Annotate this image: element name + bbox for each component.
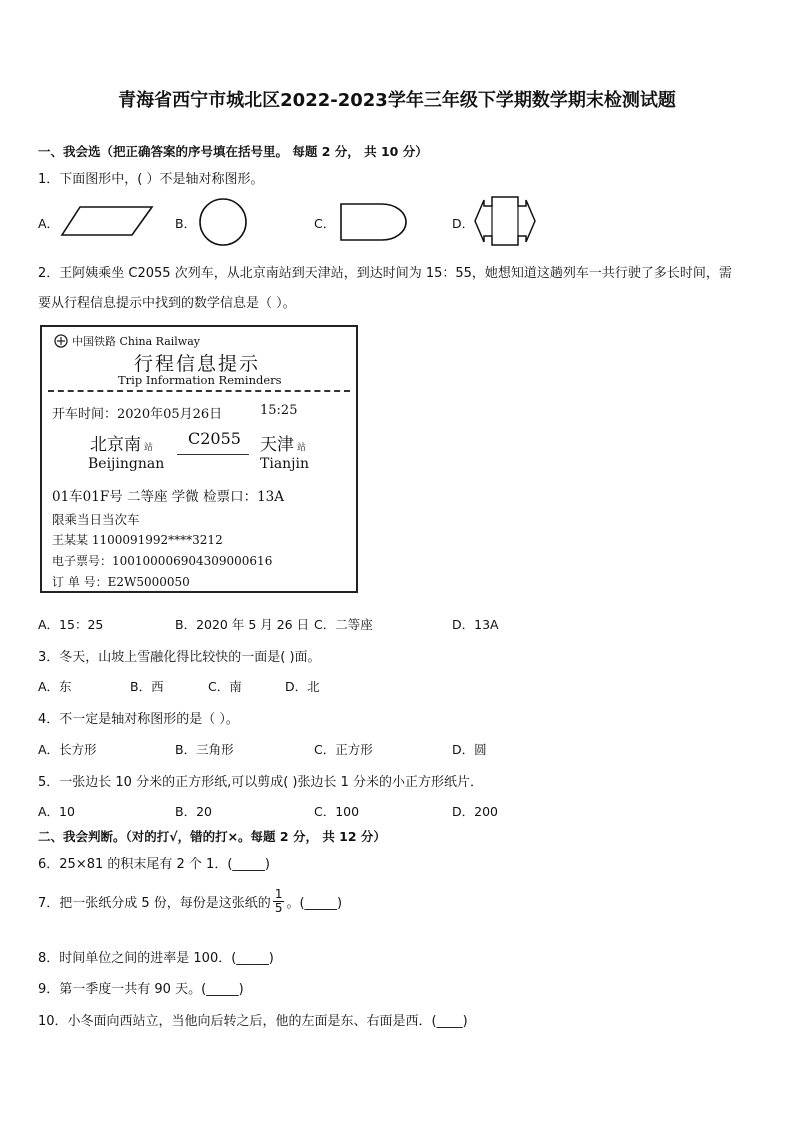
ticket-title-cn: 行程信息提示: [134, 353, 261, 375]
arrow-cross-shape: [472, 194, 538, 248]
question-3: 3．冬天，山坡上雪融化得比较快的一面是( )面。: [38, 650, 321, 665]
question-1: 1．下面图形中，( ）不是轴对称图形。: [38, 172, 264, 187]
rounded-shape: [338, 201, 410, 243]
question-2-line-1: 2．王阿姨乘坐 C2055 次列车，从北京南站到天津站，到达时间为 15：55，她想知道这趟列车一共行驶了多长时间，需: [38, 266, 732, 281]
question-8: 8．时间单位之间的进率是 100．(_____): [38, 951, 274, 966]
q4-option-d: D．圆: [452, 742, 487, 757]
q5-option-a: A．10: [38, 804, 75, 819]
ticket-dashed-divider: [48, 390, 350, 392]
ticket-to-station: 天津 站: [260, 435, 307, 455]
q3-option-a: A．东: [38, 679, 72, 694]
q2-option-a: A．15：25: [38, 617, 104, 632]
page-title: 青海省西宁市城北区2022-2023学年三年级下学期数学期末检测试题: [118, 90, 676, 111]
q3-option-c: C．南: [208, 679, 242, 694]
parallelogram-shape: [60, 204, 154, 238]
fraction-one-fifth: $\frac{1}{5}$: [274, 887, 283, 915]
ticket-from-en: Beijingnan: [88, 456, 165, 472]
q2-option-d: D．13A: [452, 617, 499, 632]
ticket-seat-line: 01车01F号 二等座 学微 检票口：13A: [52, 489, 285, 505]
q2-option-b: B．2020 年 5 月 26 日: [175, 617, 310, 632]
q4-option-b: B．三角形: [175, 742, 234, 757]
question-5: 5．一张边长 10 分米的正方形纸,可以剪成( )张边长 1 分米的小正方形纸片．: [38, 775, 484, 790]
question-7-text: 7．把一张纸分成 5 份，每份是这张纸的: [38, 896, 271, 911]
question-2-line-2: 要从行程信息提示中找到的数学信息是（ ）。: [38, 296, 296, 311]
ticket-depart-label: 开车时间：2020年05月26日: [52, 407, 223, 422]
q2-option-c: C．二等座: [314, 617, 373, 632]
ticket-eticket-number: 电子票号：10010000690430900061​6: [52, 554, 273, 568]
section-1-heading: 一、我会选（把正确答案的序号填在括号里。 每题 2 分， 共 10 分）: [38, 144, 428, 159]
question-7-blank: 。(_____): [286, 896, 343, 911]
question-4: 4．不一定是轴对称图形的是（ ）。: [38, 712, 239, 727]
ticket-from-station: 北京南 站: [90, 435, 154, 455]
question-9: 9．第一季度一共有 90 天。(_____): [38, 982, 244, 997]
q4-option-a: A．长方形: [38, 742, 97, 757]
question-6: 6．25×81 的积末尾有 2 个 1．(_____): [38, 857, 270, 872]
q4-option-c: C．正方形: [314, 742, 373, 757]
section-2-heading: 二、我会判断。（对的打√，错的打×。每题 2 分， 共 12 分）: [38, 829, 386, 844]
ticket-limit: 限乘当日当次车: [52, 512, 140, 527]
ticket-brand: 中国铁路 China Railway: [72, 335, 200, 348]
ticket-depart-time: 15:25: [260, 403, 298, 418]
ticket-image: [40, 325, 358, 593]
q3-option-d: D．北: [285, 679, 320, 694]
ticket-train-line: [177, 454, 249, 455]
q3-option-b: B．西: [130, 679, 164, 694]
ticket-to-en: Tianjin: [260, 456, 310, 472]
ticket-title-en: Trip Information Reminders: [118, 373, 282, 387]
ticket-train-number: C2055: [188, 429, 241, 448]
q1-option-d-label: D．: [452, 216, 475, 231]
question-7: [38, 888, 342, 915]
question-10: 10．小冬面向西站立，当他向后转之后，他的左面是东、右面是西．(____): [38, 1014, 468, 1029]
q1-option-b-label: B．: [175, 216, 197, 231]
q5-option-c: C．100: [314, 804, 360, 819]
q5-option-b: B．20: [175, 804, 212, 819]
china-railway-logo-icon: [54, 334, 68, 348]
circle-shape: [196, 197, 250, 247]
q1-option-a-label: A．: [38, 216, 60, 231]
q5-option-d: D．200: [452, 804, 498, 819]
q1-option-c-label: C．: [314, 216, 336, 231]
ticket-order-number: 订 单 号：E2W5000050: [52, 575, 190, 589]
ticket-passenger: 王某某 1100091992****3212: [52, 533, 223, 547]
